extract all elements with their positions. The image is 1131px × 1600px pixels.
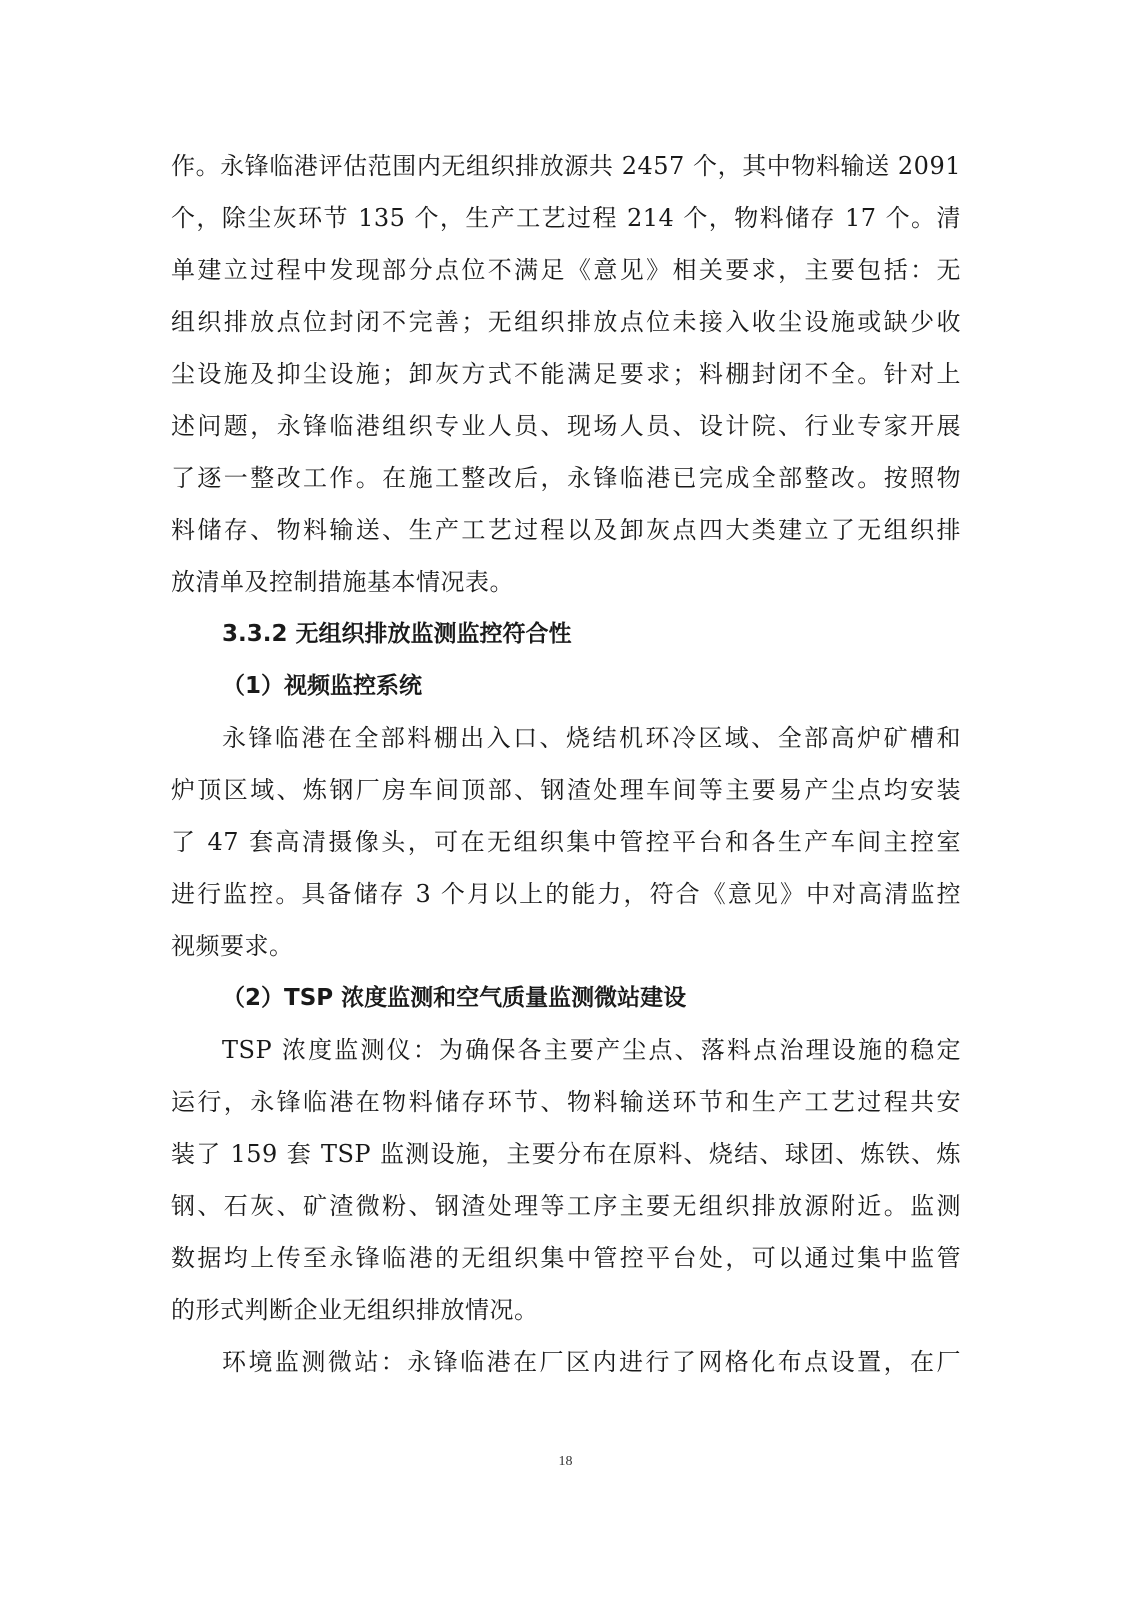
paragraph-1-line-3: 单建立过程中发现部分点位不满足《意见》相关要求，主要包括：无	[171, 256, 961, 284]
paragraph-3-line-4: 钢、石灰、矿渣微粉、钢渣处理等工序主要无组织排放源附近。监测	[171, 1192, 961, 1220]
paragraph-1-line-2: 个，除尘灰环节 135 个，生产工艺过程 214 个，物料储存 17 个。清	[171, 204, 961, 232]
paragraph-1-line-8: 料储存、物料输送、生产工艺过程以及卸灰点四大类建立了无组织排	[171, 516, 961, 544]
paragraph-1-line-5: 尘设施及抑尘设施；卸灰方式不能满足要求；料棚封闭不全。针对上	[171, 360, 961, 388]
paragraph-2-line-2: 炉顶区域、炼钢厂房车间顶部、钢渣处理车间等主要易产尘点均安装	[171, 776, 961, 804]
paragraph-2-line-3: 了 47 套高清摄像头，可在无组织集中管控平台和各生产车间主控室	[171, 828, 961, 856]
paragraph-3-line-6: 的形式判断企业无组织排放情况。	[171, 1296, 539, 1324]
paragraph-1-line-4: 组织排放点位封闭不完善；无组织排放点位未接入收尘设施或缺少收	[171, 308, 961, 336]
section-heading: 3.3.2 无组织排放监测监控符合性	[222, 621, 572, 647]
paragraph-3-line-2: 运行，永锋临港在物料储存环节、物料输送环节和生产工艺过程共安	[171, 1088, 961, 1116]
paragraph-1-line-9: 放清单及控制措施基本情况表。	[171, 568, 514, 596]
subheading-tsp-monitoring: （2）TSP 浓度监测和空气质量监测微站建设	[222, 985, 687, 1011]
paragraph-1-line-6: 述问题，永锋临港组织专业人员、现场人员、设计院、行业专家开展	[171, 412, 961, 440]
paragraph-3-line-1: TSP 浓度监测仪：为确保各主要产尘点、落料点治理设施的稳定	[222, 1036, 961, 1064]
paragraph-2-line-4: 进行监控。具备储存 3 个月以上的能力，符合《意见》中对高清监控	[171, 880, 961, 908]
page-number: 18	[558, 1454, 573, 1469]
paragraph-2-line-1: 永锋临港在全部料棚出入口、烧结机环冷区域、全部高炉矿槽和	[222, 724, 961, 752]
paragraph-2-line-5: 视频要求。	[171, 932, 294, 960]
paragraph-3-line-3: 装了 159 套 TSP 监测设施，主要分布在原料、烧结、球团、炼铁、炼	[171, 1140, 961, 1168]
subheading-video-monitoring: （1）视频监控系统	[222, 673, 423, 699]
paragraph-1-line-7: 了逐一整改工作。在施工整改后，永锋临港已完成全部整改。按照物	[171, 464, 961, 492]
paragraph-4-line-1: 环境监测微站：永锋临港在厂区内进行了网格化布点设置，在厂	[222, 1348, 961, 1376]
paragraph-3-line-5: 数据均上传至永锋临港的无组织集中管控平台处，可以通过集中监管	[171, 1244, 961, 1272]
paragraph-1-line-1: 作。永锋临港评估范围内无组织排放源共 2457 个，其中物料输送 2091	[171, 152, 961, 180]
